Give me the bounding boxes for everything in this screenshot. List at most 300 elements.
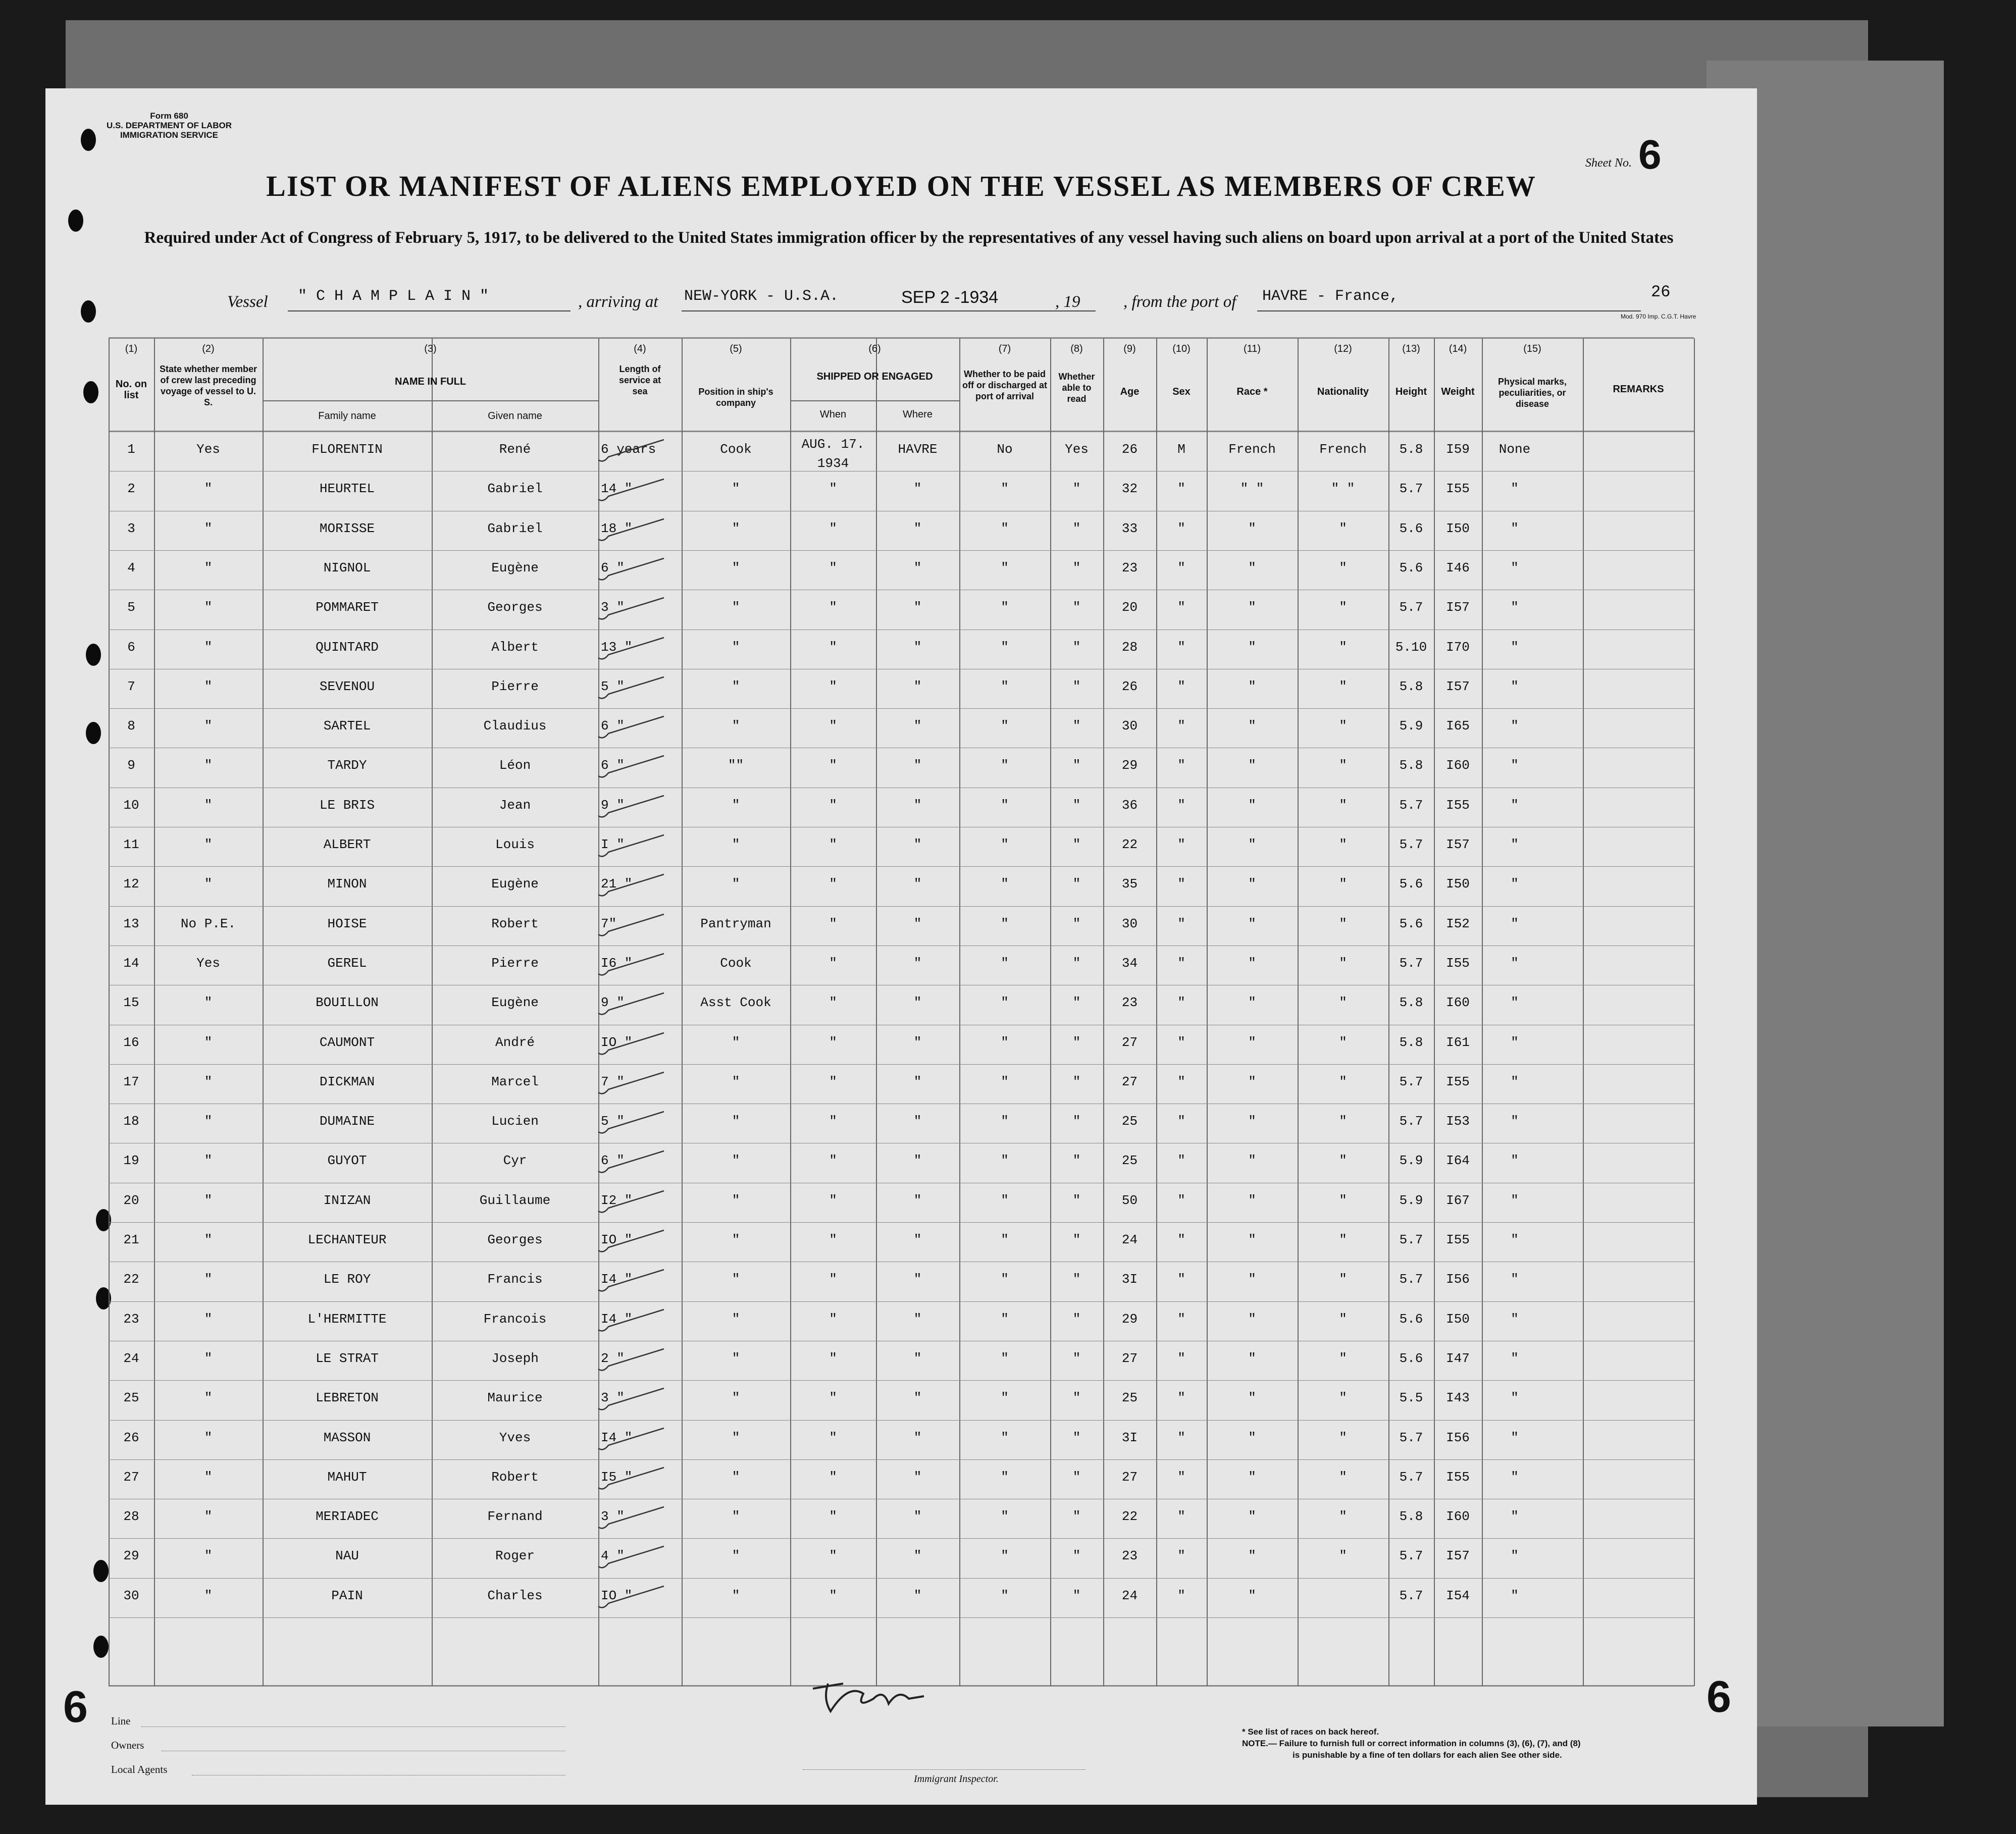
cell-physical-marks: " (1511, 1469, 1519, 1485)
cell-previous-voyage: " (204, 639, 213, 655)
cell-service-length: 14 " (601, 481, 633, 497)
cell-shipped-where: " (913, 1074, 922, 1089)
check-mark-icon (593, 515, 669, 545)
cell-race: " (1248, 916, 1256, 931)
document-subtitle: Required under Act of Congress of February 5, 1917, to be delivered to the United States immigration officer by the representatives of any vessel having such aliens on board upon arrival at a port of the United States (144, 229, 1674, 247)
cell-age: 20 (1121, 600, 1138, 615)
owners-label: Owners (111, 1739, 144, 1751)
cell-able-to-read: " (1072, 639, 1081, 655)
cell-sex: " (1177, 678, 1185, 694)
cell-family-name: INIZAN (323, 1192, 371, 1208)
cell-nationality: " (1339, 1390, 1347, 1406)
cell-paid-off: " (1001, 1192, 1009, 1208)
cell-position: " (732, 797, 740, 813)
cell-able-to-read: " (1072, 1390, 1081, 1406)
cell-row-number: 22 (123, 1272, 139, 1287)
cell-age: 25 (1121, 1390, 1138, 1406)
cell-service-length: 6 " (601, 718, 625, 734)
cell-weight: I46 (1446, 560, 1470, 575)
check-mark-icon (593, 712, 669, 743)
cell-shipped-where: " (913, 1588, 922, 1603)
cell-given-name: Robert (491, 916, 539, 931)
row-rule (109, 1538, 1694, 1539)
departure-port: HAVRE - France, (1262, 288, 1399, 305)
check-mark-icon (593, 1068, 669, 1098)
cell-weight: I53 (1446, 1114, 1470, 1129)
cell-service-length: 9 " (601, 797, 625, 813)
cell-shipped-where: " (913, 1272, 922, 1287)
cell-sex: " (1177, 758, 1185, 773)
cell-service-length: 3 " (601, 1509, 625, 1525)
check-mark-icon (593, 1147, 669, 1177)
cell-row-number: 6 (127, 639, 135, 655)
cell-physical-marks: " (1511, 1272, 1519, 1287)
line-underline (141, 1726, 565, 1727)
cell-weight: I60 (1446, 758, 1470, 773)
cell-height: 5.8 (1399, 1509, 1423, 1525)
cell-shipped-when: " (829, 1153, 837, 1169)
cell-sex: " (1177, 1588, 1185, 1603)
cell-nationality: " (1339, 995, 1347, 1011)
penalty-note: NOTE.— Failure to furnish full or correct information in columns (3), (6), (7), and (8) (1242, 1739, 1581, 1748)
cell-previous-voyage: " (204, 995, 213, 1011)
cell-sex: " (1177, 639, 1185, 655)
col-num-12: (12) (1334, 343, 1352, 354)
cell-previous-voyage: No P.E. (180, 916, 236, 931)
cell-position: " (732, 600, 740, 615)
row-rule (109, 906, 1694, 907)
cell-service-length: I4 " (601, 1430, 633, 1445)
cell-shipped-where: " (913, 718, 922, 734)
cell-weight: I55 (1446, 1232, 1470, 1247)
cell-able-to-read: " (1072, 1509, 1081, 1525)
cell-service-length: 2 " (601, 1350, 625, 1366)
cell-weight: I57 (1446, 678, 1470, 694)
cell-row-number: 20 (123, 1192, 139, 1208)
cell-family-name: QUINTARD (316, 639, 379, 655)
cell-shipped-year: 1934 (817, 456, 849, 471)
cell-shipped-when: " (829, 600, 837, 615)
cell-family-name: HOISE (327, 916, 367, 931)
cell-service-length: 7" (601, 916, 617, 931)
cell-previous-voyage: " (204, 1153, 213, 1169)
cell-shipped-where: " (913, 995, 922, 1011)
cell-physical-marks: " (1511, 916, 1519, 931)
cell-physical-marks: " (1511, 1074, 1519, 1089)
cell-paid-off: " (1001, 678, 1009, 694)
check-mark-icon (593, 1384, 669, 1414)
cell-race: " (1248, 520, 1256, 536)
name-subrule (263, 400, 598, 401)
cell-physical-marks: " (1511, 876, 1519, 892)
check-mark-icon (593, 792, 669, 822)
cell-family-name: ALBERT (323, 837, 371, 852)
cell-row-number: 10 (123, 797, 139, 813)
check-mark-icon (593, 989, 669, 1019)
cell-shipped-when: " (829, 1192, 837, 1208)
cell-given-name: Eugène (491, 995, 539, 1011)
cell-height: 5.8 (1399, 442, 1423, 457)
cell-family-name: GUYOT (327, 1153, 367, 1169)
cell-given-name: Claudius (483, 718, 547, 734)
row-rule (109, 550, 1694, 551)
cell-given-name: André (495, 1034, 535, 1050)
header-position: Position in ship's company (698, 387, 773, 408)
col-num-4: (4) (634, 343, 646, 354)
cell-able-to-read: " (1072, 1114, 1081, 1129)
cell-able-to-read: Yes (1065, 442, 1089, 457)
check-mark-icon (593, 1582, 669, 1612)
cell-race: " (1248, 1272, 1256, 1287)
cell-family-name: LE STRAT (316, 1350, 379, 1366)
cell-weight: I50 (1446, 1311, 1470, 1327)
cell-position: " (732, 639, 740, 655)
cell-weight: I61 (1446, 1034, 1470, 1050)
cell-row-number: 13 (123, 916, 139, 931)
row-rule (109, 1459, 1694, 1460)
check-mark-icon (593, 1503, 669, 1533)
cell-shipped-where: " (913, 1153, 922, 1169)
cell-sex: " (1177, 1509, 1185, 1525)
col-num-1: (1) (125, 343, 138, 354)
cell-age: 35 (1121, 876, 1138, 892)
cell-nationality: " (1339, 1430, 1347, 1445)
cell-weight: I50 (1446, 876, 1470, 892)
cell-age: 24 (1121, 1588, 1138, 1603)
row-rule (109, 1301, 1694, 1302)
cell-paid-off: " (1001, 481, 1009, 497)
cell-nationality: " " (1331, 481, 1355, 497)
cell-previous-voyage: " (204, 758, 213, 773)
year-label: , 19 (1055, 293, 1080, 311)
cell-able-to-read: " (1072, 995, 1081, 1011)
cell-previous-voyage: " (204, 1311, 213, 1327)
cell-previous-voyage: " (204, 560, 213, 575)
cell-shipped-when: " (829, 1232, 837, 1247)
header-name-in-full: NAME IN FULL (394, 376, 467, 387)
cell-given-name: Gabriel (487, 481, 543, 497)
cell-paid-off: " (1001, 1390, 1009, 1406)
check-mark-icon (593, 1345, 669, 1375)
cell-paid-off: " (1001, 1034, 1009, 1050)
cell-sex: " (1177, 955, 1185, 971)
cell-height: 5.7 (1399, 955, 1423, 971)
cell-age: 22 (1121, 1509, 1138, 1525)
cell-position: " (732, 1509, 740, 1525)
cell-age: 29 (1121, 758, 1138, 773)
cell-nationality: " (1339, 1548, 1347, 1564)
cell-sex: " (1177, 520, 1185, 536)
cell-height: 5.7 (1399, 1114, 1423, 1129)
cell-shipped-where: " (913, 600, 922, 615)
document-title: LIST OR MANIFEST OF ALIENS EMPLOYED ON THE VESSEL AS MEMBERS OF CREW (266, 170, 1536, 202)
cell-position: "" (728, 758, 744, 773)
cell-weight: I59 (1446, 442, 1470, 457)
cell-service-length: 3 " (601, 600, 625, 615)
cell-sex: " (1177, 1232, 1185, 1247)
cell-age: 24 (1121, 1232, 1138, 1247)
cell-sex: " (1177, 995, 1185, 1011)
cell-position: " (732, 876, 740, 892)
cell-age: 26 (1121, 678, 1138, 694)
col-num-13: (13) (1402, 343, 1420, 354)
cell-shipped-where: " (913, 639, 922, 655)
cell-given-name: Georges (487, 600, 543, 615)
printer-note: Mod. 970 Imp. C.G.T. Havre (1621, 313, 1696, 320)
cell-weight: I57 (1446, 1548, 1470, 1564)
cell-height: 5.7 (1399, 1272, 1423, 1287)
cell-nationality: " (1339, 758, 1347, 773)
cell-able-to-read: " (1072, 1548, 1081, 1564)
cell-sex: " (1177, 481, 1185, 497)
cell-shipped-when: " (829, 520, 837, 536)
cell-position: " (732, 1232, 740, 1247)
cell-able-to-read: " (1072, 1034, 1081, 1050)
check-mark-icon (593, 1226, 669, 1256)
cell-previous-voyage: " (204, 837, 213, 852)
cell-position: " (732, 1272, 740, 1287)
cell-position: " (732, 560, 740, 575)
cell-physical-marks: " (1511, 797, 1519, 813)
cell-paid-off: " (1001, 600, 1009, 615)
row-rule (109, 1617, 1694, 1618)
cell-physical-marks: " (1511, 1232, 1519, 1247)
cell-nationality: " (1339, 1509, 1347, 1525)
cell-nationality: " (1339, 1311, 1347, 1327)
cell-given-name: Francis (487, 1272, 543, 1287)
cell-age: 27 (1121, 1469, 1138, 1485)
cell-shipped-where: HAVRE (898, 442, 938, 457)
check-mark-icon (593, 752, 669, 782)
cell-race: " (1248, 1509, 1256, 1525)
cell-sex: " (1177, 837, 1185, 852)
cell-weight: I43 (1446, 1390, 1470, 1406)
cell-position: " (732, 1114, 740, 1129)
cell-service-length: 3 " (601, 1390, 625, 1406)
cell-weight: I60 (1446, 995, 1470, 1011)
cell-shipped-where: " (913, 758, 922, 773)
cell-sex: " (1177, 560, 1185, 575)
cell-row-number: 27 (123, 1469, 139, 1485)
col-num-9: (9) (1123, 343, 1136, 354)
cell-position: " (732, 1588, 740, 1603)
cell-physical-marks: " (1511, 1430, 1519, 1445)
cell-service-length: I6 " (601, 955, 633, 971)
col-num-14: (14) (1449, 343, 1467, 354)
cell-height: 5.7 (1399, 481, 1423, 497)
cell-shipped-when: " (829, 995, 837, 1011)
cell-position: " (732, 1350, 740, 1366)
cell-race: " (1248, 639, 1256, 655)
cell-sex: " (1177, 1430, 1185, 1445)
col-rule (1694, 338, 1695, 1686)
manifest-sheet (45, 88, 1757, 1805)
cell-given-name: Gabriel (487, 520, 543, 536)
cell-race: " (1248, 955, 1256, 971)
cell-shipped-when: " (829, 1074, 837, 1089)
cell-shipped-where: " (913, 1114, 922, 1129)
cell-shipped-where: " (913, 560, 922, 575)
cell-service-length: IO " (601, 1232, 633, 1247)
row-rule (109, 1578, 1694, 1579)
cell-paid-off: " (1001, 1232, 1009, 1247)
cell-service-length: 6 " (601, 560, 625, 575)
cell-able-to-read: " (1072, 1153, 1081, 1169)
cell-service-length: I5 " (601, 1469, 633, 1485)
form-number: Form 680 (150, 111, 188, 121)
cell-physical-marks: " (1511, 995, 1519, 1011)
cell-shipped-where: " (913, 1469, 922, 1485)
cell-paid-off: " (1001, 797, 1009, 813)
cell-able-to-read: " (1072, 916, 1081, 931)
row-rule (109, 866, 1694, 867)
cell-given-name: Pierre (491, 678, 539, 694)
cell-service-length: IO " (601, 1588, 633, 1603)
cell-age: 34 (1121, 955, 1138, 971)
cell-previous-voyage: " (204, 678, 213, 694)
cell-position: " (732, 718, 740, 734)
cell-previous-voyage: Yes (196, 955, 220, 971)
cell-shipped-where: " (913, 520, 922, 536)
cell-paid-off: " (1001, 1548, 1009, 1564)
cell-paid-off: " (1001, 916, 1009, 931)
cell-nationality: " (1339, 916, 1347, 931)
cell-service-length: IO " (601, 1034, 633, 1050)
cell-age: 25 (1121, 1153, 1138, 1169)
header-shipped-engaged: SHIPPED OR ENGAGED (816, 371, 933, 382)
cell-previous-voyage: " (204, 1192, 213, 1208)
cell-family-name: MINON (327, 876, 367, 892)
arriving-label: , arriving at (578, 293, 658, 311)
cell-physical-marks: " (1511, 718, 1519, 734)
cell-family-name: SEVENOU (319, 678, 375, 694)
cell-given-name: Robert (491, 1469, 539, 1485)
header-able-read: Whether able to read (1058, 372, 1095, 404)
cell-height: 5.7 (1399, 1074, 1423, 1089)
vessel-name: " C H A M P L A I N " (298, 288, 489, 305)
check-mark-icon (593, 554, 669, 585)
header-when: When (819, 409, 847, 420)
cell-nationality: " (1339, 1153, 1347, 1169)
cell-physical-marks: " (1511, 1509, 1519, 1525)
cell-position: Pantryman (700, 916, 771, 931)
check-mark-icon (593, 673, 669, 703)
cell-paid-off: " (1001, 1074, 1009, 1089)
cell-row-number: 8 (127, 718, 135, 734)
cell-race: " (1248, 1153, 1256, 1169)
cell-service-length: 9 " (601, 995, 625, 1011)
cell-nationality: " (1339, 600, 1347, 615)
cell-previous-voyage: " (204, 718, 213, 734)
cell-position: " (732, 837, 740, 852)
cell-shipped-where: " (913, 1034, 922, 1050)
cell-shipped-when: " (829, 1469, 837, 1485)
cell-given-name: Eugène (491, 560, 539, 575)
vessel-label: Vessel (227, 293, 268, 311)
cell-race: " (1248, 560, 1256, 575)
cell-previous-voyage: " (204, 1469, 213, 1485)
cell-family-name: POMMARET (316, 600, 379, 615)
cell-row-number: 30 (123, 1588, 139, 1603)
cell-row-number: 24 (123, 1350, 139, 1366)
cell-age: 23 (1121, 560, 1138, 575)
cell-nationality: " (1339, 1114, 1347, 1129)
cell-height: 5.7 (1399, 1232, 1423, 1247)
cell-shipped-when: " (829, 837, 837, 852)
cell-physical-marks: " (1511, 1350, 1519, 1366)
header-where: Where (903, 409, 933, 420)
cell-race: " (1248, 1390, 1256, 1406)
cell-position: " (732, 1074, 740, 1089)
cell-height: 5.6 (1399, 1350, 1423, 1366)
cell-previous-voyage: " (204, 1074, 213, 1089)
cell-shipped-when: " (829, 1509, 837, 1525)
cell-shipped-when: AUG. 17. (801, 437, 865, 452)
penalty-note-continued: is punishable by a fine of ten dollars for each alien See other side. (1293, 1750, 1562, 1760)
cell-family-name: CAUMONT (319, 1034, 375, 1050)
sheet-number: 6 (1638, 132, 1662, 178)
cell-row-number: 25 (123, 1390, 139, 1406)
cell-weight: I55 (1446, 1074, 1470, 1089)
cell-race: " (1248, 1311, 1256, 1327)
cell-row-number: 19 (123, 1153, 139, 1169)
cell-height: 5.9 (1399, 1153, 1423, 1169)
cell-sex: " (1177, 1192, 1185, 1208)
row-rule (109, 708, 1694, 709)
cell-able-to-read: " (1072, 520, 1081, 536)
cell-given-name: René (499, 442, 531, 457)
cell-position: " (732, 1469, 740, 1485)
cell-service-length: 5 " (601, 1114, 625, 1129)
cell-previous-voyage: " (204, 876, 213, 892)
cell-shipped-when: " (829, 955, 837, 971)
cell-sex: " (1177, 797, 1185, 813)
service-name: IMMIGRATION SERVICE (120, 130, 218, 140)
cell-able-to-read: " (1072, 600, 1081, 615)
cell-height: 5.7 (1399, 1430, 1423, 1445)
cell-family-name: PAIN (331, 1588, 363, 1603)
cell-able-to-read: " (1072, 1074, 1081, 1089)
cell-nationality: " (1339, 1192, 1347, 1208)
cell-physical-marks: " (1511, 1311, 1519, 1327)
cell-race: " (1248, 1430, 1256, 1445)
cell-weight: I50 (1446, 520, 1470, 536)
cell-race: " (1248, 1192, 1256, 1208)
inspector-underline (803, 1769, 1085, 1770)
cell-service-length: 18 " (601, 520, 633, 536)
cell-family-name: NAU (335, 1548, 359, 1564)
cell-service-length: I4 " (601, 1311, 633, 1327)
col-num-8: (8) (1070, 343, 1083, 354)
cell-age: 50 (1121, 1192, 1138, 1208)
cell-race: " (1248, 1588, 1256, 1603)
cell-shipped-where: " (913, 1430, 922, 1445)
cell-age: 22 (1121, 837, 1138, 852)
cell-weight: I55 (1446, 955, 1470, 971)
cell-sex: " (1177, 1272, 1185, 1287)
line-label: Line (111, 1715, 131, 1727)
cell-row-number: 2 (127, 481, 135, 497)
cell-given-name: Maurice (487, 1390, 543, 1406)
footer-sheet-number-left: 6 (63, 1682, 88, 1732)
cell-nationality: " (1339, 718, 1347, 734)
cell-shipped-where: " (913, 1311, 922, 1327)
row-rule (109, 1420, 1694, 1421)
cell-row-number: 16 (123, 1034, 139, 1050)
cell-height: 5.10 (1395, 639, 1427, 655)
cell-row-number: 12 (123, 876, 139, 892)
cell-family-name: LEBRETON (316, 1390, 379, 1406)
